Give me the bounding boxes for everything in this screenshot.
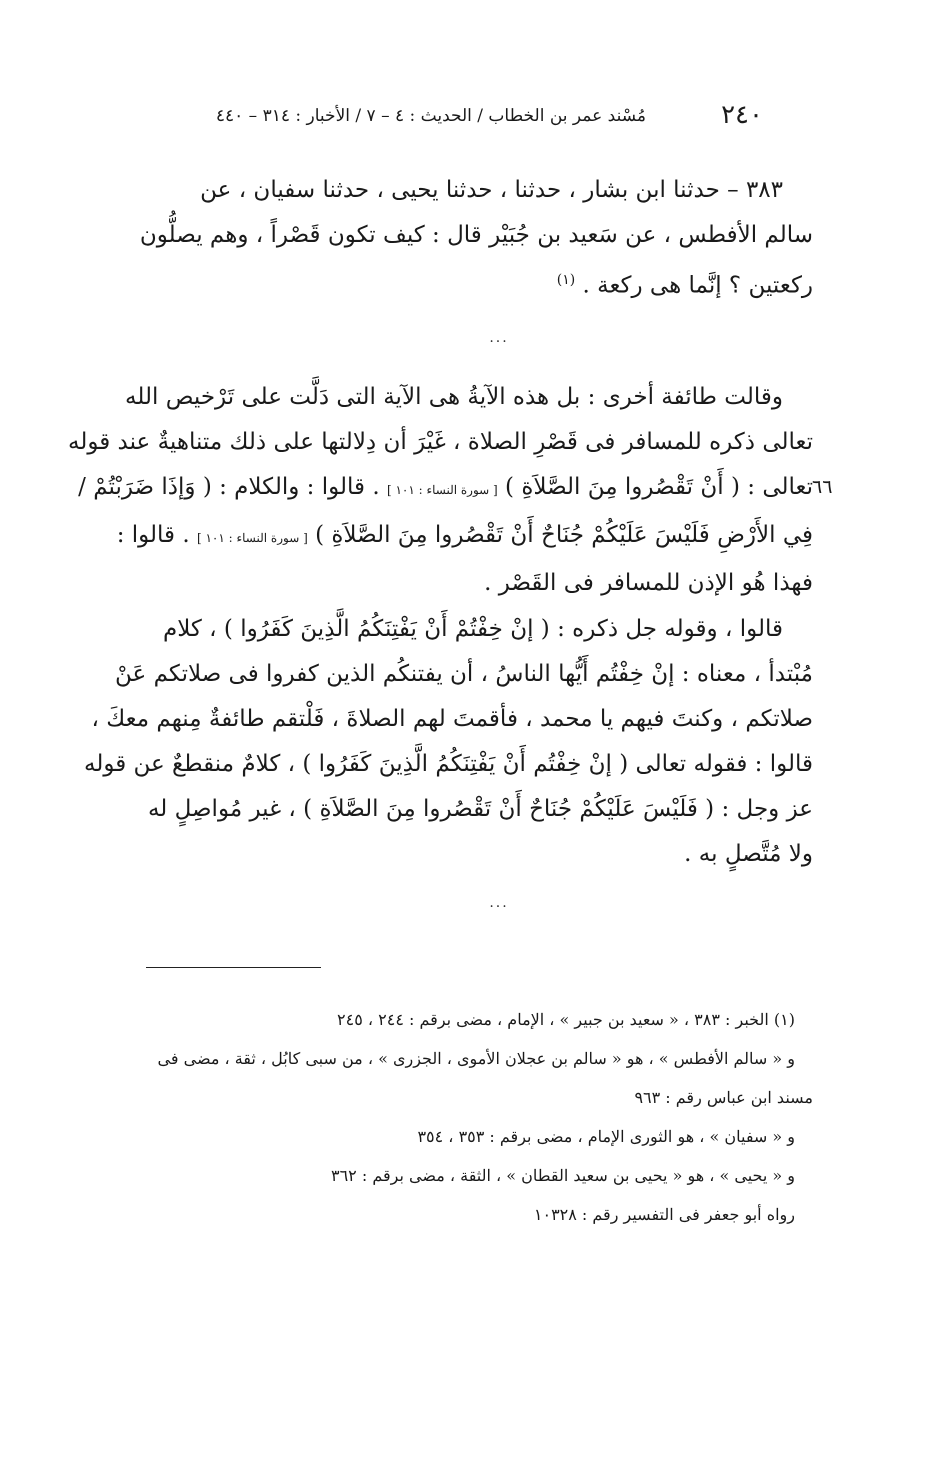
text-line: سالم الأفطس ، عن سَعيد بن جُبَيْر قال : كيف تكون قَصْراً ، وهم يصلُّون	[139, 222, 813, 248]
text-segment: تعالى : ( أَنْ تَقْصُروا مِنَ الصَّلاَةِ )	[505, 474, 813, 500]
text-segment: ركعتين ؟ إنَّما هى ركعة .	[582, 272, 813, 299]
footnote-line: مسند ابن عباس رقم : ٩٦٣	[634, 1088, 813, 1107]
footnotes	[135, 1000, 813, 1234]
text-line	[116, 513, 813, 561]
text-line: عز وجل : ( فَلَيْسَ عَلَيْكُمْ جُنَاحٌ أَنْ تَقْصُروا مِنَ الصَّلاَةِ ) ، غير مُواصِلٍ له	[147, 796, 813, 822]
text-line: مُبْتدأ ، معناه : إنْ خِفْتُم أَيُّها الناسُ ، أن يفتنكُم الذين كفروا فى صلاتكم عَنْ	[115, 661, 813, 687]
footnote-marker: (١)	[556, 272, 576, 288]
text-line: ٣٨٣ – حدثنا ابن بشار ، حدثنا ، حدثنا يحيى ، حدثنا سفيان ، عن	[200, 177, 783, 203]
footnote-line: (١) الخبر : ٣٨٣ ، « سعيد بن جبير » ، الإمام ، مضى برقم : ٢٤٤ ، ٢٤٥	[337, 1010, 795, 1029]
text-line: ولا مُتَّصلٍ به .	[684, 841, 813, 867]
text-segment: . قالوا :	[116, 522, 190, 548]
quran-citation: [ سورة النساء : ١٠١ ]	[196, 531, 308, 545]
paragraph-other-group	[68, 375, 813, 606]
text-line: فهذا هُو الإذن للمسافر فى القَصْر .	[484, 570, 813, 596]
section-separator: ...	[489, 895, 509, 911]
footnote-divider	[146, 967, 321, 968]
text-line	[78, 465, 813, 513]
quran-citation: [ سورة النساء : ١٠١ ]	[386, 483, 498, 497]
section-separator: ...	[489, 330, 509, 346]
text-line: صلاتكم ، وكنتَ فيهم يا محمد ، فأقمتَ لهم الصلاةَ ، فَلْتقم طائفةٌ مِنهم معكَ ،	[91, 706, 813, 732]
text-line: قالوا : فقوله تعالى ( إنْ خِفْتُم أَنْ يَفْتِنَكُمُ الَّذِينَ كَفَرُوا ) ، كلامٌ منقطعٌ عن قوله	[83, 751, 813, 777]
running-title: مُسْند عمر بن الخطاب / الحديث : ٤ – ٧ / الأخبار : ٣١٤ – ٤٤٠	[215, 106, 646, 126]
footnote-line: رواه أبو جعفر فى التفسير رقم : ١٠٣٢٨	[533, 1205, 795, 1224]
paragraph-interpretation	[83, 607, 813, 877]
text-line	[135, 258, 813, 309]
text-line: قالوا ، وقوله جل ذكره : ( إنْ خِفْتُمْ أَنْ يَفْتِنَكُمُ الَّذِينَ كَفَرُوا ) ، كلام	[162, 616, 783, 642]
text-segment: . قالوا : والكلام : ( وَإذَا ضَرَبْتُمْ /	[78, 474, 380, 500]
text-segment: فِي الأَرْضِ فَلَيْسَ عَلَيْكُمْ جُنَاحٌ أَنْ تَقْصُروا مِنَ الصَّلاَةِ )	[315, 522, 813, 548]
paragraph-hadith-383	[135, 168, 813, 309]
footnote-line: و « سفيان » ، هو الثورى الإمام ، مضى برقم : ٣٥٣ ، ٣٥٤	[417, 1127, 795, 1146]
text-line: تعالى ذكره للمسافر فى قَصْرِ الصلاة ، غَيْرَ أن دِلالتها على ذلك متناهيةٌ عند قوله	[68, 429, 813, 455]
margin-page-number: ٦٦	[812, 476, 833, 498]
footnote-line: و « سالم الأفطس » ، هو « سالم بن عجلان الأموى ، الجزرى » ، من سبى كابُل ، ثقة ، مضى فى	[157, 1049, 795, 1068]
text-line: وقالت طائفة أخرى : بل هذه الآيةُ هى الآية التى دَلَّت على تَرْخيص الله	[125, 384, 783, 410]
footnote-line: و « يحيى » ، هو « يحيى بن سعيد القطان » ، الثقة ، مضى برقم : ٣٦٢	[330, 1166, 795, 1185]
page-number: ٢٤٠	[721, 100, 763, 130]
